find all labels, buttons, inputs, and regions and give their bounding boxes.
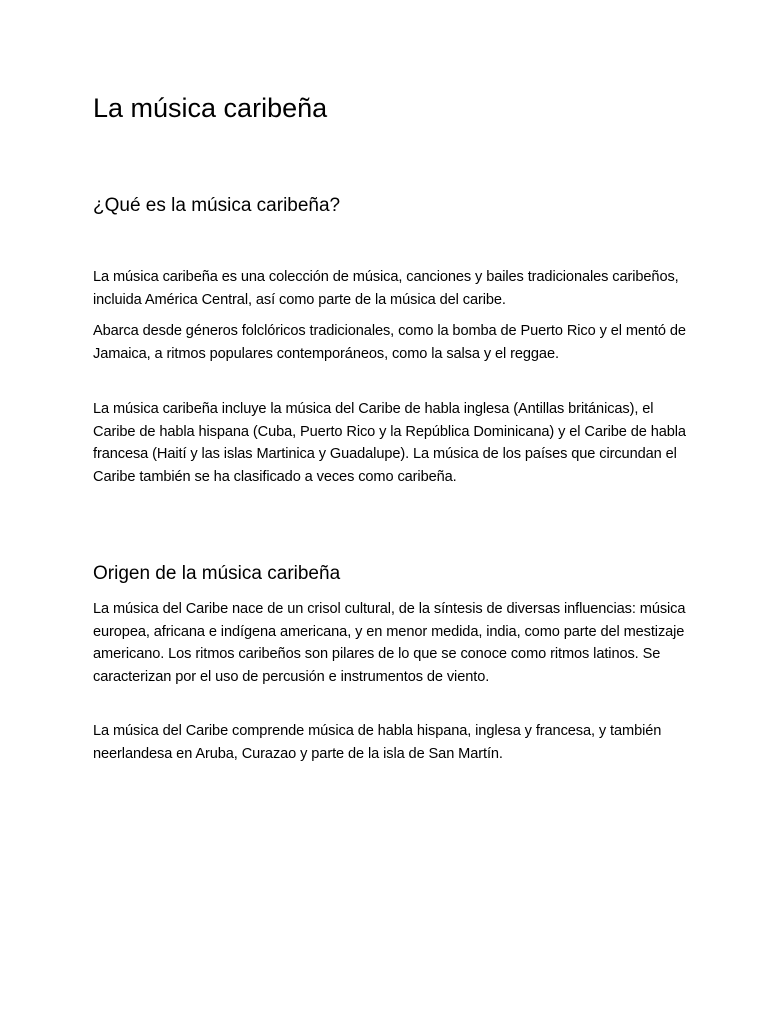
paragraph: Abarca desde géneros folclóricos tradicionales, como la bomba de Puerto Rico y el mentó de Jamaica, a ritmos populares contemporáneos, como la salsa y el reggae. bbox=[93, 323, 686, 362]
section-heading-origen: Origen de la música caribeña bbox=[93, 563, 341, 584]
paragraph: La música caribeña es una colección de música, canciones y bailes tradicionales caribeños, incluida América Central, así como parte de la música del caribe. bbox=[93, 269, 679, 308]
paragraph: La música del Caribe comprende música de habla hispana, inglesa y francesa, y también neerlandesa en Aruba, Curazao y parte de la isla de San Martín. bbox=[93, 723, 662, 762]
paragraph: La música del Caribe nace de un crisol cultural, de la síntesis de diversas influencias: música europea, africana e indígena americana, y en menor medida, india, como parte del mestizaje americano. Los ritmos caribeños son pilares de lo que se conoce como ritmos latinos. Se caracterizan por el uso de percusión e instrumentos de viento. bbox=[93, 601, 686, 685]
section-heading-que-es: ¿Qué es la música caribeña? bbox=[93, 195, 341, 216]
paragraph: La música caribeña incluye la música del Caribe de habla inglesa (Antillas británicas), el Caribe de habla hispana (Cuba, Puerto Rico y la República Dominicana) y el Caribe de habla francesa (Haití y las islas Martinica y Guadalupe). La música de los países que circundan el Caribe también se ha clasificado a veces como caribeña. bbox=[93, 401, 686, 485]
document-title: La música caribeña bbox=[93, 93, 328, 123]
